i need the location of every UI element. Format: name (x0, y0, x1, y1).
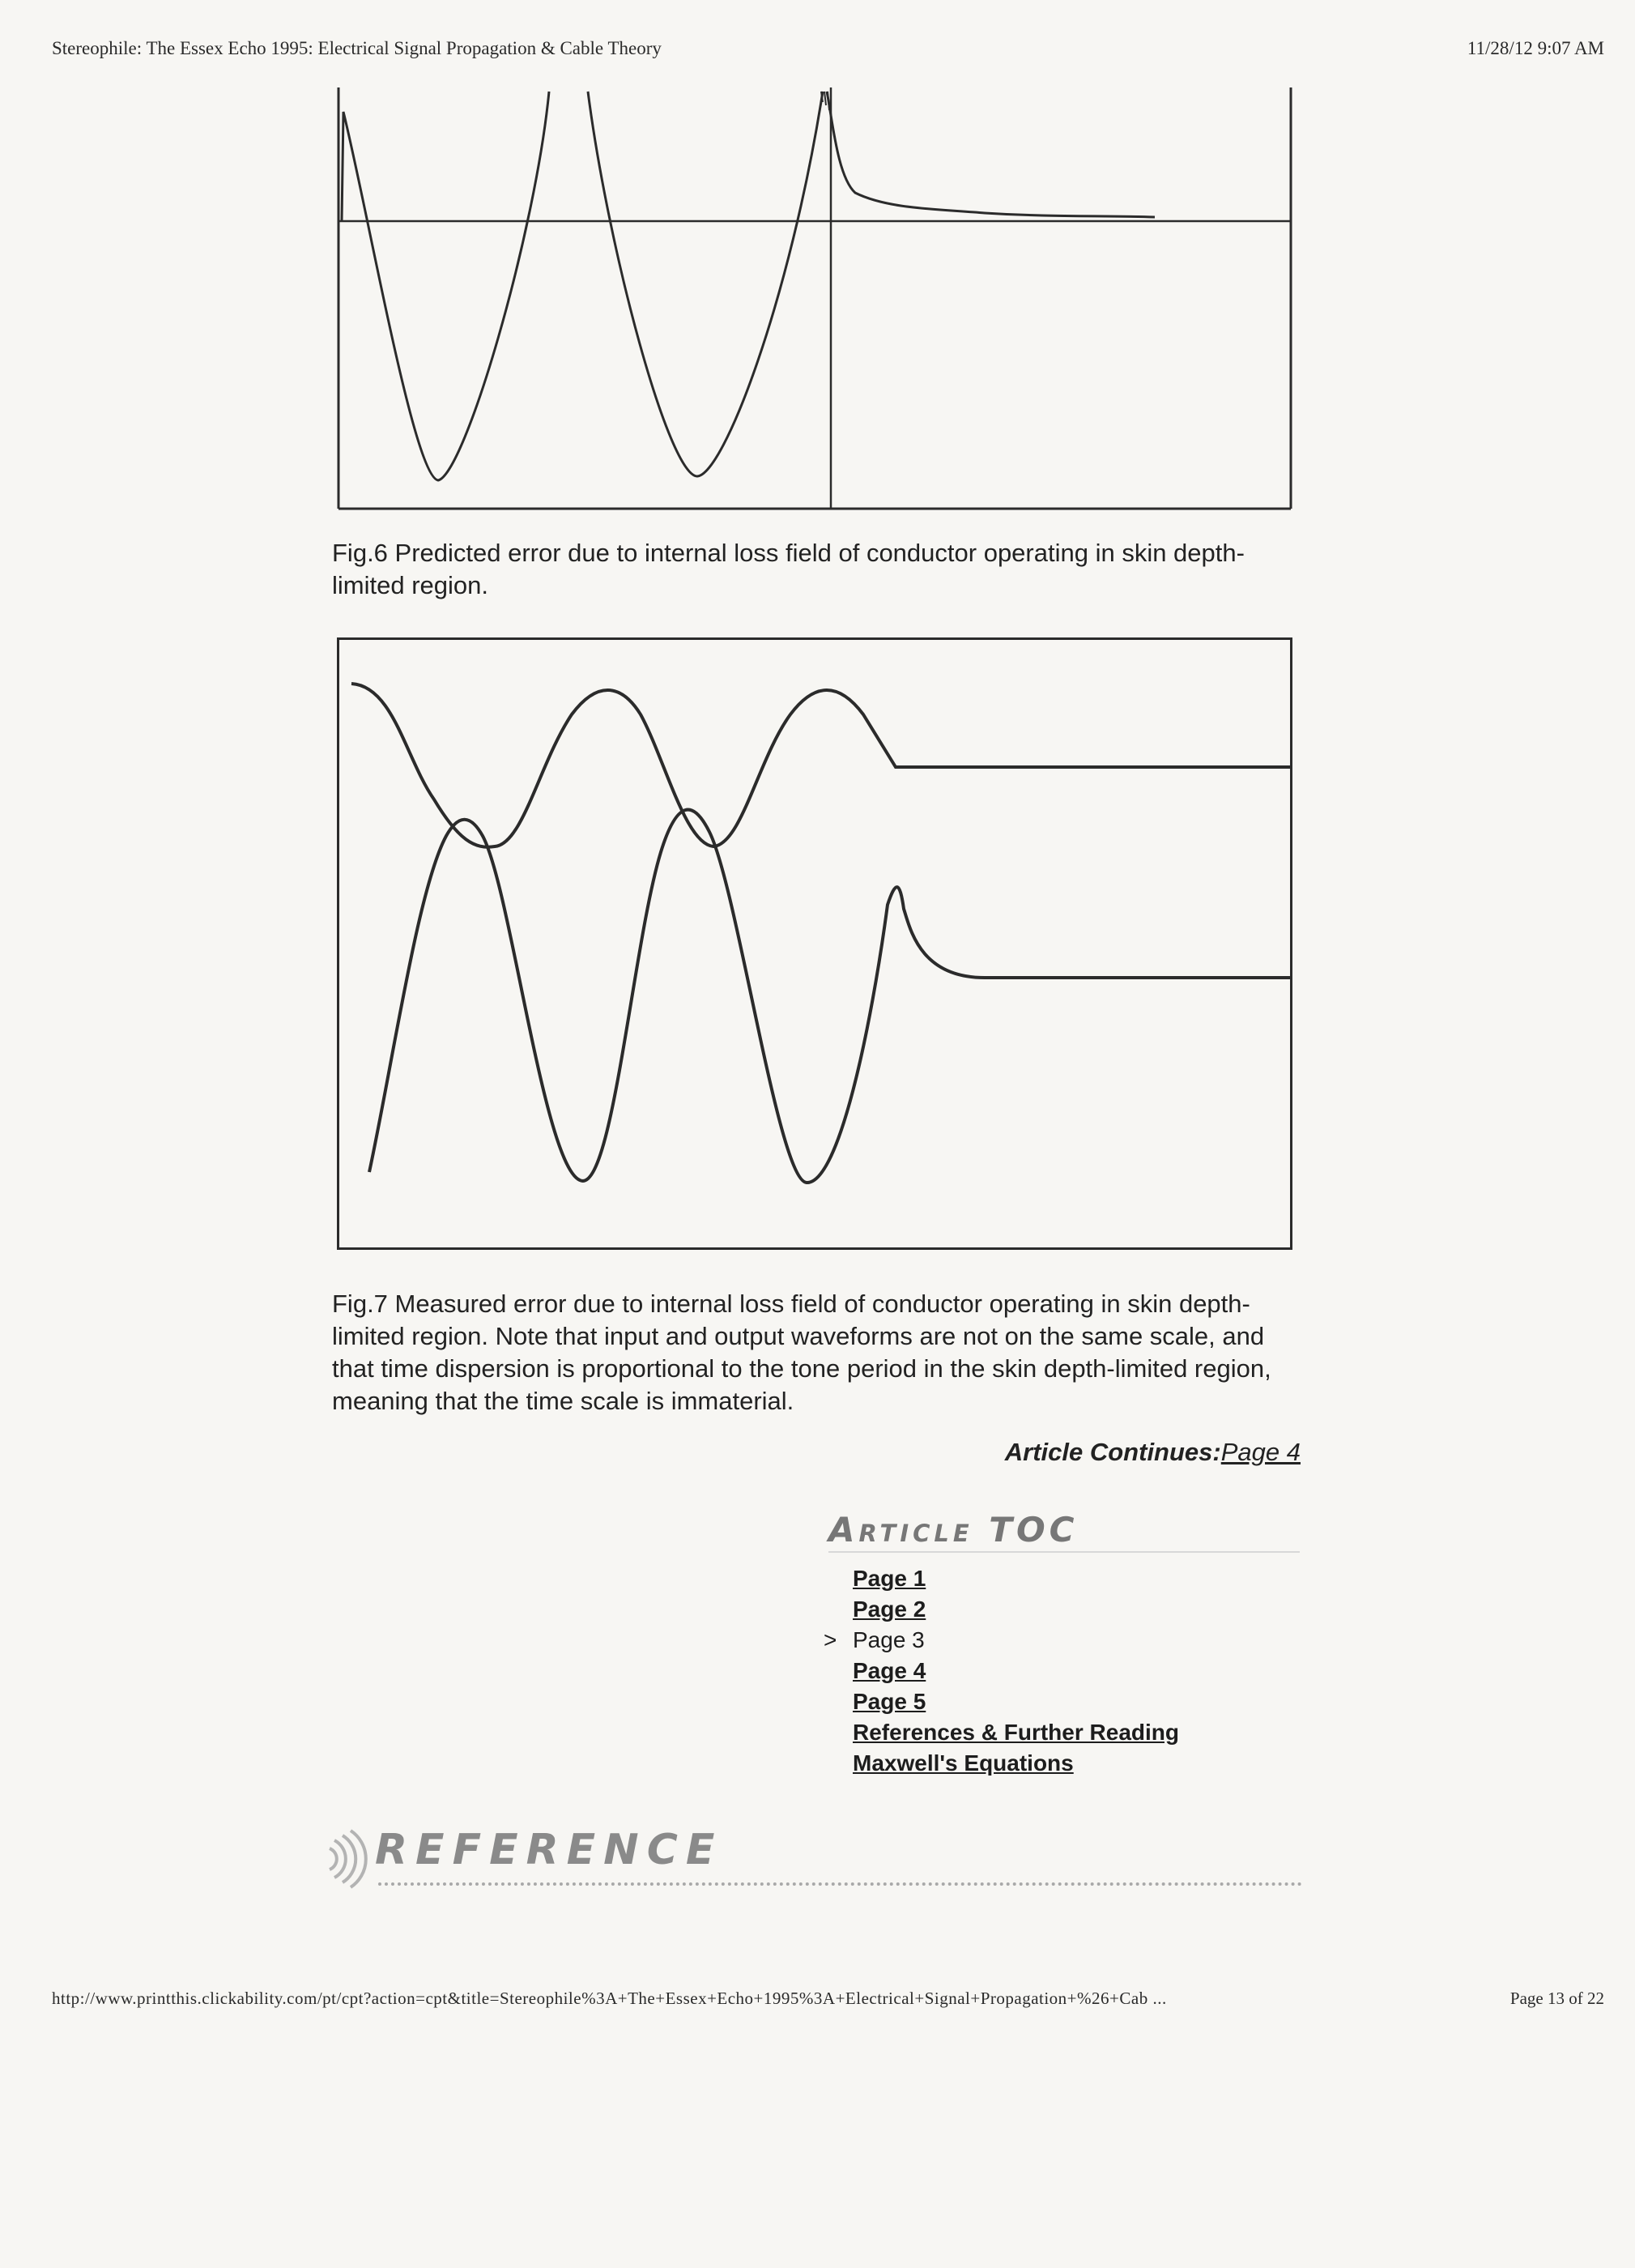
toc-item-page-4[interactable] (853, 1656, 1179, 1686)
toc-link[interactable]: Page 5 (853, 1689, 926, 1714)
reference-banner (328, 1824, 1302, 1889)
next-page-link[interactable]: Page 4 (1220, 1438, 1301, 1466)
current-page-marker: > (824, 1627, 837, 1652)
toc-link[interactable]: Page 2 (853, 1597, 926, 1622)
print-header (52, 38, 1604, 59)
source-url: http://www.printthis.clickability.com/pt/cpt?action=cpt&title=Stereophile%3A+The+Essex+Echo+1995%3A+Electrical+Signal+Propagation+%26+Cab ... (52, 1989, 1167, 2008)
figure-6-plot (337, 87, 1292, 510)
toc-current-label: Page 3 (853, 1627, 925, 1652)
reference-divider (378, 1882, 1302, 1886)
figure-7-plot (337, 637, 1292, 1250)
reference-label: REFERENCE (375, 1826, 723, 1874)
toc-link[interactable]: Maxwell's Equations (853, 1750, 1074, 1776)
toc-item-references[interactable] (853, 1717, 1179, 1748)
toc-link[interactable]: Page 1 (853, 1566, 926, 1591)
figure-7-caption: Fig.7 Measured error due to internal loss field of conductor operating in skin depth-limited region. Note that input and output waveforms are not on the same scale, and that time dispersion is proportional to the tone period in the skin depth-limited region, meaning that the time scale is immaterial. (332, 1290, 1271, 1415)
toc-item-page-1[interactable] (853, 1563, 1179, 1594)
toc-item-page-2[interactable] (853, 1594, 1179, 1625)
print-footer (52, 1989, 1604, 2009)
figure-7-input-waveform (351, 684, 1292, 847)
page-title: Stereophile: The Essex Echo 1995: Electrical Signal Propagation & Cable Theory (52, 38, 662, 58)
toc-link[interactable]: Page 4 (853, 1658, 926, 1683)
figure-6 (337, 87, 1292, 510)
article-continues (1005, 1438, 1301, 1467)
figure-7 (337, 637, 1292, 1250)
toc-item-maxwells-equations[interactable] (853, 1748, 1179, 1779)
figure-6-caption: Fig.6 Predicted error due to internal loss field of conductor operating in skin depth-limited region. (332, 539, 1245, 599)
sound-waves-icon (328, 1824, 377, 1889)
print-timestamp: 11/28/12 9:07 AM (1467, 38, 1604, 58)
figure-7-output-waveform (369, 810, 1292, 1183)
article-continues-label: Article Continues: (1004, 1438, 1221, 1466)
toc-item-page-3 (824, 1625, 1179, 1656)
toc-heading: Article TOC (828, 1510, 1300, 1553)
page-number: Page 13 of 22 (1509, 1989, 1604, 2008)
toc-link[interactable]: References & Further Reading (853, 1720, 1179, 1745)
toc-item-page-5[interactable] (853, 1686, 1179, 1717)
article-toc (824, 1563, 1179, 1779)
figure-6-error-trace (342, 92, 1155, 480)
